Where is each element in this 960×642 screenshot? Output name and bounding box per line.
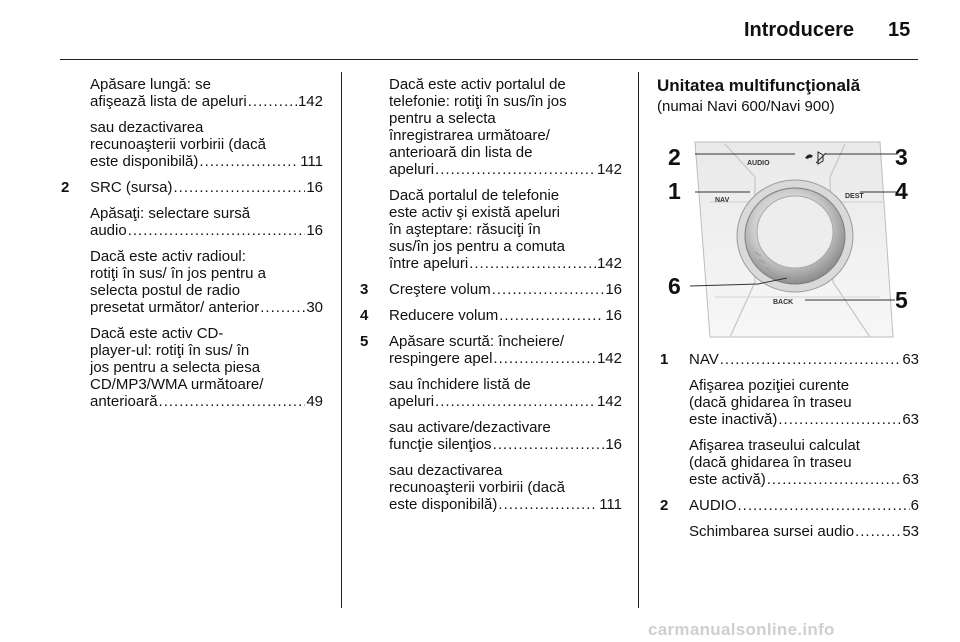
entry-reference-line xyxy=(90,179,323,196)
index-entry xyxy=(660,497,919,514)
entry-reference-line xyxy=(389,496,622,513)
page-reference: 16 xyxy=(605,307,622,324)
column-right xyxy=(657,76,919,115)
entry-text-line: Dacă este activ radioul: xyxy=(90,248,246,265)
index-entry xyxy=(90,325,323,410)
column-divider-left xyxy=(341,72,342,608)
watermark: carmanualsonline.info xyxy=(648,620,835,639)
dot-leader xyxy=(199,153,299,170)
page-reference: 49 xyxy=(306,393,323,410)
section-subtitle: (numai Navi 600/Navi 900) xyxy=(657,98,835,115)
page-reference: 63 xyxy=(902,351,919,368)
callout-1: 1 xyxy=(668,178,681,204)
dot-leader xyxy=(435,393,596,410)
dot-leader xyxy=(738,497,910,514)
back-button-label: BACK xyxy=(773,299,794,306)
callout-2: 2 xyxy=(668,144,681,170)
page-reference: 16 xyxy=(605,436,622,453)
entry-label: între apeluri xyxy=(389,255,469,272)
entry-number: 1 xyxy=(660,351,669,368)
dot-leader xyxy=(499,307,604,324)
entry-label: apeluri xyxy=(389,393,435,410)
entry-label: este disponibilă) xyxy=(90,153,199,170)
entry-reference-line xyxy=(689,523,919,540)
entry-label: NAV xyxy=(689,351,719,368)
entry-label: funcţie silenţios xyxy=(389,436,492,453)
entry-text-line: sau dezactivarea xyxy=(90,119,204,136)
section-title: Unitatea multifuncţională xyxy=(657,76,861,95)
page-reference: 111 xyxy=(300,153,323,170)
callout-3: 3 xyxy=(895,144,908,170)
dot-leader xyxy=(128,222,306,239)
dot-leader xyxy=(159,393,306,410)
page-reference: 142 xyxy=(596,161,622,178)
index-entry xyxy=(90,76,323,110)
page-number: 15 xyxy=(888,19,911,41)
entry-reference-line xyxy=(389,161,622,178)
entry-label: anterioară xyxy=(90,393,158,410)
dot-leader xyxy=(498,496,598,513)
dot-leader xyxy=(767,471,902,488)
index-entry xyxy=(360,307,622,324)
entry-reference-line xyxy=(90,222,323,239)
entry-reference-line xyxy=(90,153,323,170)
entry-text-line: în aşteptare: răsuciţi în xyxy=(389,221,541,238)
dot-leader xyxy=(435,161,596,178)
entry-number: 2 xyxy=(660,497,669,514)
index-entry xyxy=(90,119,323,170)
entry-label: este disponibilă) xyxy=(389,496,498,513)
entry-text-line: Apăsare scurtă: încheiere/ xyxy=(389,333,565,350)
entry-text-line: recunoaşterii vorbirii (dacă xyxy=(389,479,565,496)
dot-leader xyxy=(720,351,902,368)
index-entry xyxy=(389,76,622,178)
entry-reference-line xyxy=(90,93,323,110)
entry-text-line: Apăsare lungă: se xyxy=(90,76,211,93)
multifunction-unit-illustration xyxy=(655,132,917,344)
audio-button-label: AUDIO xyxy=(747,160,770,167)
entry-number: 5 xyxy=(360,333,369,350)
entry-label: audio xyxy=(90,222,127,239)
entry-number: 2 xyxy=(61,179,70,196)
index-entry xyxy=(90,248,323,316)
index-entry xyxy=(389,376,622,410)
entry-text-line: Dacă este activ CD- xyxy=(90,325,224,342)
entry-text-line: Afişarea traseului calculat xyxy=(689,437,860,454)
dot-leader xyxy=(248,93,297,110)
entry-text-line: Apăsaţi: selectare sursă xyxy=(90,205,251,222)
dot-leader xyxy=(855,523,901,540)
entry-reference-line xyxy=(389,281,622,298)
dot-leader xyxy=(778,411,901,428)
entry-text-line: selecta postul de radio xyxy=(90,282,241,299)
index-entry xyxy=(61,179,323,196)
entry-label: SRC (sursa) xyxy=(90,179,173,196)
entry-reference-line xyxy=(90,299,323,316)
entry-label: Creştere volum xyxy=(389,281,491,298)
entry-label: este inactivă) xyxy=(689,411,778,428)
entry-text-line: (dacă ghidarea în traseu xyxy=(689,394,852,411)
entry-text-line: (dacă ghidarea în traseu xyxy=(689,454,852,471)
column-divider-right xyxy=(638,72,639,608)
dot-leader xyxy=(493,350,596,367)
entry-number: 4 xyxy=(360,307,369,324)
entry-reference-line xyxy=(689,351,919,368)
entry-label: respingere apel xyxy=(389,350,493,367)
entry-reference-line xyxy=(389,307,622,324)
entry-text-line: sus/în jos pentru a comuta xyxy=(389,238,565,255)
entry-text-line: rotiţi în sus/ în jos pentru a xyxy=(90,265,266,282)
entry-text-line: player-ul: rotiţi în sus/ în xyxy=(90,342,250,359)
entry-text-line: CD/MP3/WMA următoare/ xyxy=(90,376,264,393)
column-middle xyxy=(360,76,622,522)
page-reference: 63 xyxy=(902,471,919,488)
entry-reference-line xyxy=(689,411,919,428)
multifunction-unit-figure xyxy=(655,132,917,344)
column-right-entries xyxy=(660,351,919,549)
callout-5: 5 xyxy=(895,287,908,313)
entry-text-line: anterioară din lista de xyxy=(389,144,533,161)
entry-text-line: înregistrarea următoare/ xyxy=(389,127,550,144)
index-entry xyxy=(389,462,622,513)
entry-number: 3 xyxy=(360,281,369,298)
header-divider xyxy=(60,59,918,60)
index-entry xyxy=(689,437,919,488)
page-reference: 16 xyxy=(306,222,323,239)
index-entry xyxy=(360,333,622,367)
entry-text-line: Dacă este activ portalul de xyxy=(389,76,566,93)
entry-label: presetat următor/ anterior xyxy=(90,299,260,316)
dest-button-label: DEST xyxy=(845,193,864,200)
dot-leader xyxy=(174,179,306,196)
entry-reference-line xyxy=(389,436,622,453)
page-reference: 16 xyxy=(306,179,323,196)
entry-text-line: Afişarea poziţiei curente xyxy=(689,377,850,394)
page-reference: 111 xyxy=(599,496,622,513)
entry-reference-line xyxy=(689,471,919,488)
index-entry xyxy=(389,187,622,272)
entry-text-line: jos pentru a selecta piesa xyxy=(90,359,261,376)
entry-text-line: sau activare/dezactivare xyxy=(389,419,551,436)
entry-reference-line xyxy=(389,255,622,272)
callout-6: 6 xyxy=(668,273,681,299)
entry-label: Reducere volum xyxy=(389,307,499,324)
entry-text-line: sau închidere listă de xyxy=(389,376,531,393)
index-entry xyxy=(689,377,919,428)
entry-reference-line xyxy=(689,497,919,514)
page-reference: 6 xyxy=(910,497,919,514)
entry-text-line: telefonie: rotiţi în sus/în jos xyxy=(389,93,567,110)
index-entry xyxy=(689,523,919,540)
header-title: Introducere xyxy=(744,19,855,41)
entry-reference-line xyxy=(389,393,622,410)
column-left xyxy=(61,76,323,419)
index-entry xyxy=(90,205,323,239)
dot-leader xyxy=(492,281,605,298)
entry-label: afişează lista de apeluri xyxy=(90,93,247,110)
page-reference: 142 xyxy=(596,255,622,272)
entry-label: este activă) xyxy=(689,471,766,488)
dot-leader xyxy=(469,255,596,272)
entry-label: Schimbarea sursei audio xyxy=(689,523,855,540)
nav-button-label: NAV xyxy=(715,197,730,204)
entry-text-line: pentru a selecta xyxy=(389,110,496,127)
page-reference: 63 xyxy=(902,411,919,428)
dot-leader xyxy=(260,299,305,316)
entry-text-line: recunoaşterii vorbirii (dacă xyxy=(90,136,266,153)
entry-reference-line xyxy=(90,393,323,410)
page-reference: 53 xyxy=(902,523,919,540)
index-entry xyxy=(360,281,622,298)
index-entry xyxy=(660,351,919,368)
page-reference: 30 xyxy=(306,299,323,316)
page-reference: 16 xyxy=(605,281,622,298)
entry-reference-line xyxy=(389,350,622,367)
entry-text-line: este activ şi există apeluri xyxy=(389,204,560,221)
index-entry xyxy=(389,419,622,453)
page-reference: 142 xyxy=(596,393,622,410)
callout-4: 4 xyxy=(895,178,908,204)
entry-label: AUDIO xyxy=(689,497,737,514)
entry-text-line: Dacă portalul de telefonie xyxy=(389,187,560,204)
page-reference: 142 xyxy=(596,350,622,367)
dot-leader xyxy=(493,436,605,453)
page-reference: 142 xyxy=(297,93,323,110)
entry-label: apeluri xyxy=(389,161,435,178)
entry-text-line: sau dezactivarea xyxy=(389,462,503,479)
